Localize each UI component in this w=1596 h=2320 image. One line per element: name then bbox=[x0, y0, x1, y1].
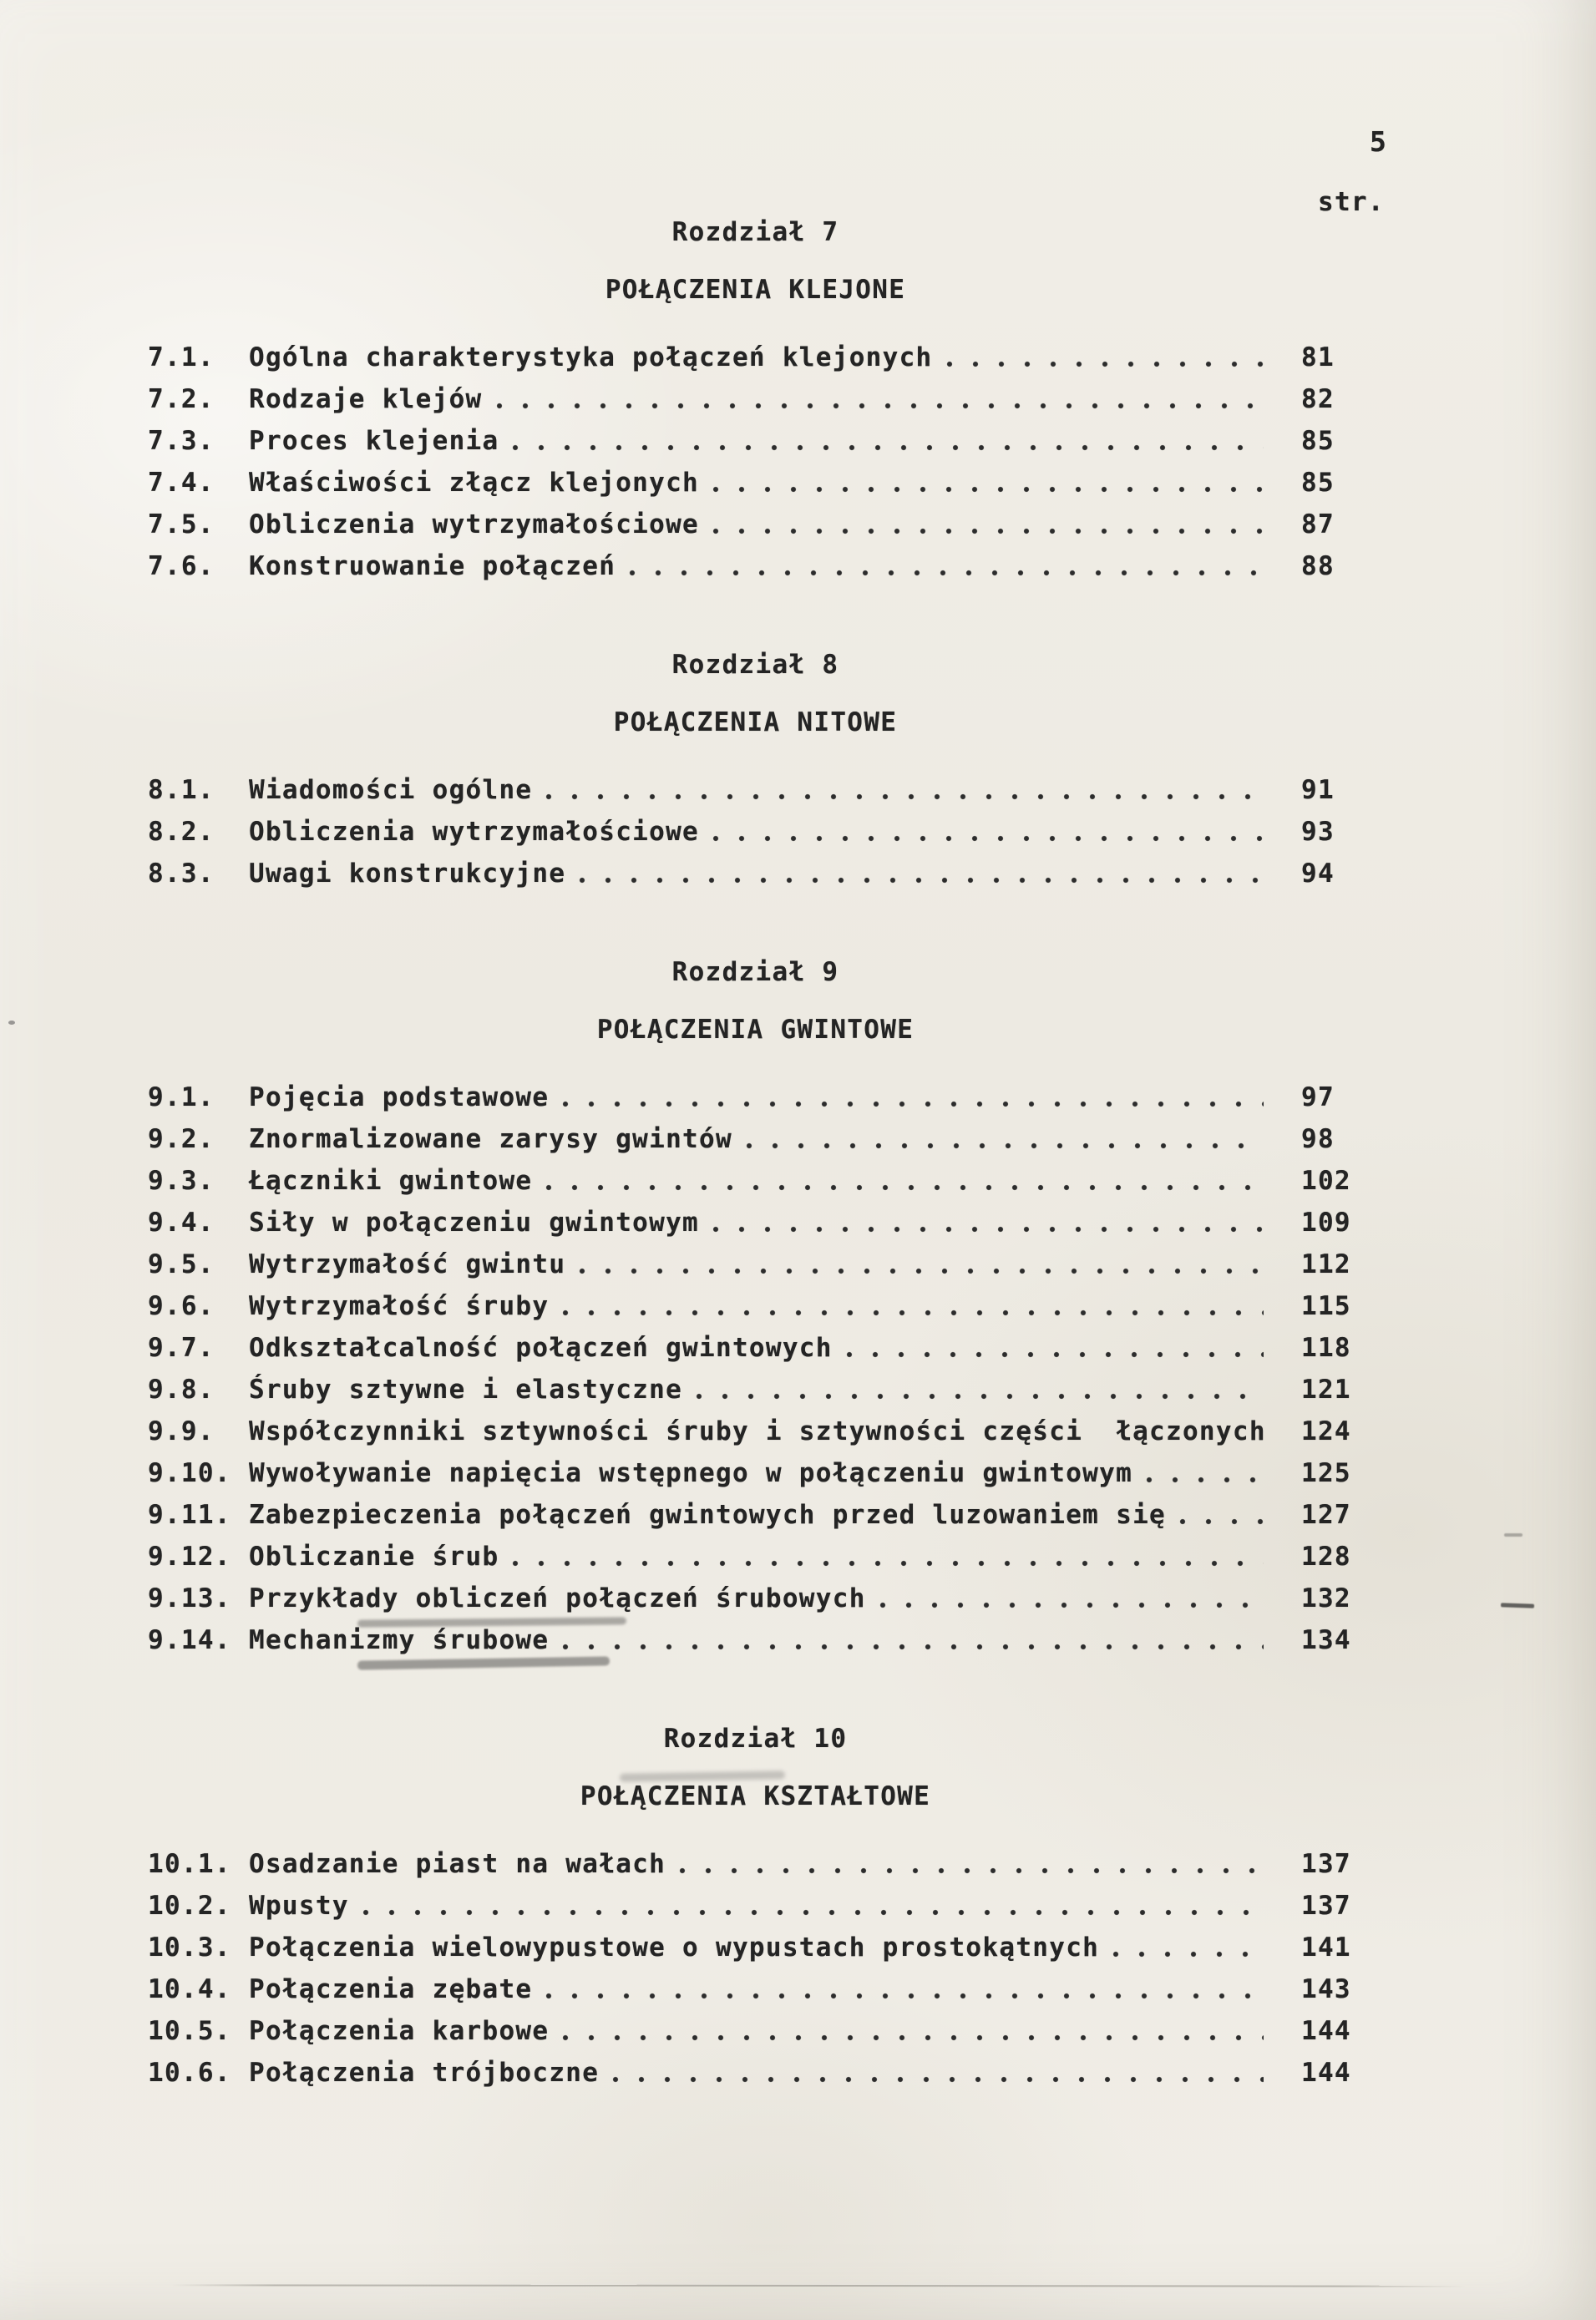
chapter-title: POŁĄCZENIA NITOWE bbox=[613, 707, 898, 737]
toc-entry-page: 93 bbox=[1301, 817, 1335, 847]
dot-leader bbox=[709, 811, 1264, 853]
dot-leader bbox=[709, 462, 1264, 504]
dot-leader bbox=[575, 1244, 1264, 1285]
toc-entry-number: 8.1. bbox=[148, 775, 215, 805]
toc-entry bbox=[148, 504, 1363, 545]
toc-entry bbox=[148, 1076, 1363, 1118]
dot-leader bbox=[542, 769, 1264, 811]
toc-entry-title: Połączenia trójboczne bbox=[249, 2058, 600, 2088]
toc-entry bbox=[148, 1619, 1363, 1661]
toc-entry-page: 109 bbox=[1301, 1208, 1351, 1238]
toc-entry bbox=[148, 2010, 1363, 2052]
toc-entry-number: 7.1. bbox=[148, 342, 215, 372]
toc-entry bbox=[148, 2052, 1363, 2094]
toc-entry bbox=[148, 462, 1363, 504]
toc-entries bbox=[148, 1076, 1363, 1661]
toc-entry-number: 8.2. bbox=[148, 817, 215, 847]
dot-leader bbox=[509, 1536, 1264, 1578]
toc-entry-number: 9.13. bbox=[148, 1583, 231, 1613]
toc-entry-title: Wytrzymałość śruby bbox=[249, 1291, 550, 1321]
toc-entry-page: 115 bbox=[1301, 1291, 1351, 1321]
dot-leader bbox=[692, 1369, 1264, 1411]
toc-entry-page: 82 bbox=[1301, 384, 1335, 414]
dot-leader bbox=[575, 853, 1264, 894]
toc-entry bbox=[148, 1369, 1363, 1411]
toc-section bbox=[148, 1722, 1363, 2094]
toc-entry-title: Połączenia karbowe bbox=[249, 2016, 550, 2046]
scan-line bbox=[171, 2284, 1466, 2287]
toc-entries bbox=[148, 769, 1363, 894]
toc-entry-number: 10.4. bbox=[148, 1974, 231, 2004]
dot-leader bbox=[709, 504, 1264, 545]
dot-leader bbox=[559, 1285, 1264, 1327]
toc-entry-title: Śruby sztywne i elastyczne bbox=[249, 1375, 683, 1405]
toc-entry bbox=[148, 853, 1363, 894]
toc-entry-page: 102 bbox=[1301, 1166, 1351, 1196]
toc-entry-page: 91 bbox=[1301, 775, 1335, 805]
toc-entry-page: 94 bbox=[1301, 859, 1335, 889]
toc-entries bbox=[148, 1843, 1363, 2094]
toc-entry-number: 10.3. bbox=[148, 1932, 231, 1963]
toc-entry-page: 87 bbox=[1301, 509, 1335, 539]
toc-entry bbox=[148, 769, 1363, 811]
toc-entry-number: 7.5. bbox=[148, 509, 215, 539]
toc-entry-number: 7.3. bbox=[148, 426, 215, 456]
toc-entry-title: Wpusty bbox=[249, 1891, 349, 1921]
toc-entry-page: 125 bbox=[1301, 1458, 1351, 1488]
toc-entry-page: 112 bbox=[1301, 1249, 1351, 1279]
page-column-header: str. bbox=[1318, 187, 1385, 217]
toc-entry-page: 88 bbox=[1301, 551, 1335, 581]
toc-entry-page: 118 bbox=[1301, 1333, 1351, 1363]
toc-section bbox=[148, 215, 1363, 587]
toc-entry bbox=[148, 1536, 1363, 1578]
toc-entry-title: Siły w połączeniu gwintowym bbox=[249, 1208, 700, 1238]
page-number: 5 bbox=[1370, 125, 1388, 158]
toc-entry bbox=[148, 1578, 1363, 1619]
toc-entry bbox=[148, 545, 1363, 587]
toc-entry-page: 98 bbox=[1301, 1124, 1335, 1154]
toc-entry-page: 97 bbox=[1301, 1082, 1335, 1112]
dot-leader bbox=[559, 1076, 1264, 1118]
toc-entry-page: 134 bbox=[1301, 1625, 1351, 1655]
toc-entry-page: 85 bbox=[1301, 468, 1335, 498]
toc-entry-title: Znormalizowane zarysy gwintów bbox=[249, 1124, 732, 1154]
toc-entry-number: 9.10. bbox=[148, 1458, 231, 1488]
scan-mark bbox=[1504, 1533, 1523, 1537]
toc-entry-number: 7.4. bbox=[148, 468, 215, 498]
dot-leader bbox=[709, 1202, 1264, 1244]
toc-entry-title: Odkształcalność połączeń gwintowych bbox=[249, 1333, 833, 1363]
toc-entry-number: 9.4. bbox=[148, 1208, 215, 1238]
dot-leader bbox=[1143, 1452, 1264, 1494]
toc-entry bbox=[148, 1118, 1363, 1160]
dot-leader bbox=[742, 1118, 1264, 1160]
toc-entry-number: 9.3. bbox=[148, 1166, 215, 1196]
toc-entry-page: 132 bbox=[1301, 1583, 1351, 1613]
toc-entry-page: 124 bbox=[1301, 1416, 1351, 1446]
toc-entry bbox=[148, 1244, 1363, 1285]
toc-entry-number: 9.2. bbox=[148, 1124, 215, 1154]
toc-entry-page: 144 bbox=[1301, 2016, 1351, 2046]
toc-entry-title: Łączniki gwintowe bbox=[249, 1166, 533, 1196]
toc-entry-title: Ogólna charakterystyka połączeń klejonych bbox=[249, 342, 933, 372]
toc-entry-number: 9.8. bbox=[148, 1375, 215, 1405]
toc-entry-title: Rodzaje klejów bbox=[249, 384, 483, 414]
dot-leader bbox=[542, 1968, 1264, 2010]
chapter-title: POŁĄCZENIA KSZTAŁTOWE bbox=[580, 1781, 931, 1811]
toc-entry-title: Proces klejenia bbox=[249, 426, 499, 456]
toc-entry-number: 8.3. bbox=[148, 859, 215, 889]
scan-mark bbox=[1501, 1603, 1534, 1608]
dot-leader bbox=[559, 1619, 1264, 1661]
toc-entry-page: 127 bbox=[1301, 1500, 1351, 1530]
toc-entry bbox=[148, 1452, 1363, 1494]
toc-entry-title: Konstruowanie połączeń bbox=[249, 551, 616, 581]
table-of-contents bbox=[148, 0, 1363, 2094]
toc-entry-number: 10.2. bbox=[148, 1891, 231, 1921]
toc-entry-number: 9.1. bbox=[148, 1082, 215, 1112]
dot-leader bbox=[609, 2052, 1264, 2094]
toc-entry-title: Mechanizmy śrubowe bbox=[249, 1625, 550, 1655]
toc-entries bbox=[148, 337, 1363, 587]
toc-entry-page: 81 bbox=[1301, 342, 1335, 372]
toc-entry-title: Wytrzymałość gwintu bbox=[249, 1249, 566, 1279]
toc-entry-page: 128 bbox=[1301, 1542, 1351, 1572]
toc-entry bbox=[148, 1327, 1363, 1369]
toc-section bbox=[148, 955, 1363, 1661]
chapter-label: Rozdział 9 bbox=[671, 957, 839, 987]
toc-entry-number: 9.12. bbox=[148, 1542, 231, 1572]
toc-entry-page: 121 bbox=[1301, 1375, 1351, 1405]
toc-entry bbox=[148, 1843, 1363, 1885]
toc-entry bbox=[148, 1927, 1363, 1968]
toc-section bbox=[148, 648, 1363, 894]
toc-entry-number: 9.11. bbox=[148, 1500, 231, 1530]
dot-leader bbox=[626, 545, 1264, 587]
toc-entry bbox=[148, 1285, 1363, 1327]
chapter-label: Rozdział 10 bbox=[663, 1724, 848, 1754]
toc-entry-number: 7.2. bbox=[148, 384, 215, 414]
dot-leader bbox=[559, 2010, 1264, 2052]
dot-leader bbox=[943, 337, 1264, 378]
dot-leader bbox=[493, 378, 1264, 420]
toc-entry-page: 144 bbox=[1301, 2058, 1351, 2088]
toc-entry-title: Połączenia wielowypustowe o wypustach prostokątnych bbox=[249, 1932, 1100, 1963]
toc-entry bbox=[148, 811, 1363, 853]
chapter-label: Rozdział 8 bbox=[671, 650, 839, 680]
toc-entry-number: 10.1. bbox=[148, 1849, 231, 1879]
toc-entry-number: 10.6. bbox=[148, 2058, 231, 2088]
toc-entry-title: Właściwości złącz klejonych bbox=[249, 468, 700, 498]
chapter-title: POŁĄCZENIA GWINTOWE bbox=[596, 1015, 915, 1045]
toc-entry-title: Osadzanie piast na wałach bbox=[249, 1849, 666, 1879]
toc-entry-title: Przykłady obliczeń połączeń śrubowych bbox=[249, 1583, 866, 1613]
toc-entry-number: 9.14. bbox=[148, 1625, 231, 1655]
toc-entry-page: 85 bbox=[1301, 426, 1335, 456]
toc-entry-title: Zabezpieczenia połączeń gwintowych przed luzowaniem się bbox=[249, 1500, 1166, 1530]
toc-entry-number: 7.6. bbox=[148, 551, 215, 581]
toc-entry bbox=[148, 1411, 1363, 1452]
toc-entry bbox=[148, 1494, 1363, 1536]
toc-entry bbox=[148, 1202, 1363, 1244]
toc-entry bbox=[148, 1968, 1363, 2010]
dot-leader bbox=[359, 1885, 1264, 1927]
toc-entry bbox=[148, 1885, 1363, 1927]
scan-speck bbox=[8, 1021, 15, 1025]
toc-entry-page: 143 bbox=[1301, 1974, 1351, 2004]
toc-entry-title: Współczynniki sztywności śruby i sztywności części łączonych bbox=[249, 1416, 1266, 1446]
toc-entry-title: Wywoływanie napięcia wstępnego w połączeniu gwintowym bbox=[249, 1458, 1133, 1488]
toc-entry-number: 9.6. bbox=[148, 1291, 215, 1321]
toc-entry-title: Połączenia zębate bbox=[249, 1974, 533, 2004]
chapter-label: Rozdział 7 bbox=[671, 217, 839, 247]
toc-entry-title: Uwagi konstrukcyjne bbox=[249, 859, 566, 889]
toc-entry bbox=[148, 378, 1363, 420]
chapter-title: POŁĄCZENIA KLEJONE bbox=[605, 275, 906, 305]
toc-entry-page: 137 bbox=[1301, 1891, 1351, 1921]
dot-leader bbox=[1176, 1494, 1264, 1536]
toc-entry bbox=[148, 337, 1363, 378]
toc-entry-page: 137 bbox=[1301, 1849, 1351, 1879]
toc-entry-number: 9.5. bbox=[148, 1249, 215, 1279]
dot-leader bbox=[1109, 1927, 1264, 1968]
toc-entry-title: Wiadomości ogólne bbox=[249, 775, 533, 805]
toc-entry bbox=[148, 420, 1363, 462]
toc-entry-title: Obliczanie śrub bbox=[249, 1542, 499, 1572]
toc-entry-title: Obliczenia wytrzymałościowe bbox=[249, 509, 700, 539]
dot-leader bbox=[843, 1327, 1264, 1369]
dot-leader bbox=[509, 420, 1264, 462]
toc-entry-number: 9.7. bbox=[148, 1333, 215, 1363]
toc-entry-number: 10.5. bbox=[148, 2016, 231, 2046]
dot-leader bbox=[542, 1160, 1264, 1202]
dot-leader bbox=[676, 1843, 1264, 1885]
toc-entry-number: 9.9. bbox=[148, 1416, 215, 1446]
toc-entry-title: Obliczenia wytrzymałościowe bbox=[249, 817, 700, 847]
toc-entry-title: Pojęcia podstawowe bbox=[249, 1082, 550, 1112]
dot-leader bbox=[876, 1578, 1264, 1619]
toc-entry bbox=[148, 1160, 1363, 1202]
toc-entry-page: 141 bbox=[1301, 1932, 1351, 1963]
